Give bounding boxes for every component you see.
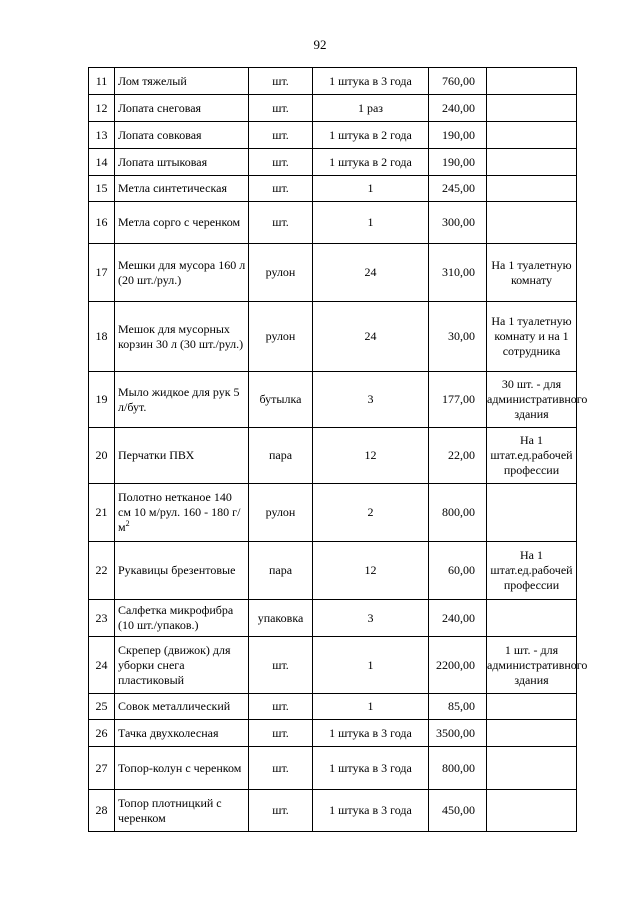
note-cell xyxy=(487,790,577,832)
norm-cell: 1 штука в 3 года xyxy=(313,747,429,790)
norm-cell: 1 штука в 2 года xyxy=(313,149,429,176)
price-cell: 450,00 xyxy=(429,790,487,832)
note-cell xyxy=(487,176,577,202)
note-cell: На 1 штат.ед.рабочей профессии xyxy=(487,542,577,600)
table-row xyxy=(89,600,577,637)
supplies-table xyxy=(88,67,588,832)
note-cell xyxy=(487,202,577,244)
norm-cell: 24 xyxy=(313,302,429,372)
item-name-cell: Лопата штыковая xyxy=(115,149,249,176)
note-cell xyxy=(487,484,577,542)
item-name-cell: Метла синтетическая xyxy=(115,176,249,202)
item-name-cell: Лопата снеговая xyxy=(115,95,249,122)
note-cell xyxy=(487,694,577,720)
price-cell: 760,00 xyxy=(429,68,487,95)
row-number-cell: 11 xyxy=(89,68,115,95)
table-row xyxy=(89,720,577,747)
unit-cell: шт. xyxy=(249,95,313,122)
unit-cell: шт. xyxy=(249,720,313,747)
norm-cell: 24 xyxy=(313,244,429,302)
table-row xyxy=(89,637,577,694)
norm-cell: 1 раз xyxy=(313,95,429,122)
unit-cell: шт. xyxy=(249,747,313,790)
table-row xyxy=(89,202,577,244)
table-row xyxy=(89,149,577,176)
note-cell: На 1 туалетную комнату xyxy=(487,244,577,302)
note-cell: 30 шт. - для административного здания xyxy=(487,372,577,428)
item-name-cell: Перчатки ПВХ xyxy=(115,428,249,484)
note-cell xyxy=(487,149,577,176)
table-row xyxy=(89,372,577,428)
row-number-cell: 19 xyxy=(89,372,115,428)
note-cell xyxy=(487,720,577,747)
table-row xyxy=(89,244,577,302)
table-row xyxy=(89,428,577,484)
table-row xyxy=(89,484,577,542)
note-cell: На 1 штат.ед.рабочей профессии xyxy=(487,428,577,484)
row-number-cell: 21 xyxy=(89,484,115,542)
price-cell: 310,00 xyxy=(429,244,487,302)
price-cell: 60,00 xyxy=(429,542,487,600)
item-name-cell: Метла сорго с черенком xyxy=(115,202,249,244)
price-cell: 300,00 xyxy=(429,202,487,244)
row-number-cell: 15 xyxy=(89,176,115,202)
price-cell: 240,00 xyxy=(429,95,487,122)
table-row xyxy=(89,747,577,790)
row-number-cell: 20 xyxy=(89,428,115,484)
norm-cell: 2 xyxy=(313,484,429,542)
norm-cell: 1 штука в 3 года xyxy=(313,720,429,747)
unit-cell: шт. xyxy=(249,68,313,95)
row-number-cell: 12 xyxy=(89,95,115,122)
unit-cell: рулон xyxy=(249,244,313,302)
row-number-cell: 23 xyxy=(89,600,115,637)
norm-cell: 1 штука в 3 года xyxy=(313,68,429,95)
unit-cell: упаковка xyxy=(249,600,313,637)
unit-cell: пара xyxy=(249,428,313,484)
norm-cell: 3 xyxy=(313,372,429,428)
row-number-cell: 22 xyxy=(89,542,115,600)
item-name-cell: Совок металлический xyxy=(115,694,249,720)
row-number-cell: 14 xyxy=(89,149,115,176)
unit-cell: шт. xyxy=(249,790,313,832)
unit-cell: рулон xyxy=(249,484,313,542)
unit-cell: рулон xyxy=(249,302,313,372)
row-number-cell: 13 xyxy=(89,122,115,149)
row-number-cell: 27 xyxy=(89,747,115,790)
price-cell: 190,00 xyxy=(429,122,487,149)
item-name-cell xyxy=(115,484,249,542)
row-number-cell: 18 xyxy=(89,302,115,372)
item-name-cell: Салфетка микрофибра (10 шт./упаков.) xyxy=(115,600,249,637)
price-cell: 85,00 xyxy=(429,694,487,720)
unit-cell: шт. xyxy=(249,637,313,694)
item-name-cell: Лом тяжелый xyxy=(115,68,249,95)
item-name-cell: Скрепер (движок) для уборки снега пластиковый xyxy=(115,637,249,694)
item-name-cell: Топор плотницкий с черенком xyxy=(115,790,249,832)
table-row xyxy=(89,542,577,600)
price-cell: 245,00 xyxy=(429,176,487,202)
norm-cell: 1 штука в 3 года xyxy=(313,790,429,832)
norm-cell: 1 xyxy=(313,202,429,244)
price-cell: 800,00 xyxy=(429,747,487,790)
item-name-cell: Мешки для мусора 160 л (20 шт./рул.) xyxy=(115,244,249,302)
norm-cell: 1 xyxy=(313,637,429,694)
table-row xyxy=(89,176,577,202)
price-cell: 3500,00 xyxy=(429,720,487,747)
superscript: 2 xyxy=(125,519,130,528)
unit-cell: бутылка xyxy=(249,372,313,428)
note-cell xyxy=(487,68,577,95)
table-row xyxy=(89,302,577,372)
table-row xyxy=(89,95,577,122)
norm-cell: 12 xyxy=(313,428,429,484)
row-number-cell: 28 xyxy=(89,790,115,832)
table-row xyxy=(89,68,577,95)
note-cell xyxy=(487,95,577,122)
unit-cell: шт. xyxy=(249,122,313,149)
unit-cell: пара xyxy=(249,542,313,600)
table-row xyxy=(89,122,577,149)
unit-cell: шт. xyxy=(249,176,313,202)
price-cell: 30,00 xyxy=(429,302,487,372)
item-name-cell: Тачка двухколесная xyxy=(115,720,249,747)
norm-cell: 3 xyxy=(313,600,429,637)
unit-cell: шт. xyxy=(249,202,313,244)
price-cell: 240,00 xyxy=(429,600,487,637)
price-cell: 22,00 xyxy=(429,428,487,484)
norm-cell: 12 xyxy=(313,542,429,600)
norm-cell: 1 xyxy=(313,694,429,720)
row-number-cell: 17 xyxy=(89,244,115,302)
item-name-cell: Топор-колун с черенком xyxy=(115,747,249,790)
norm-cell: 1 xyxy=(313,176,429,202)
unit-cell: шт. xyxy=(249,149,313,176)
item-name-cell: Лопата совковая xyxy=(115,122,249,149)
note-cell xyxy=(487,747,577,790)
price-cell: 800,00 xyxy=(429,484,487,542)
note-cell xyxy=(487,600,577,637)
note-cell: 1 шт. - для административного здания xyxy=(487,637,577,694)
row-number-cell: 16 xyxy=(89,202,115,244)
row-number-cell: 26 xyxy=(89,720,115,747)
norm-cell: 1 штука в 2 года xyxy=(313,122,429,149)
row-number-cell: 24 xyxy=(89,637,115,694)
price-cell: 2200,00 xyxy=(429,637,487,694)
note-cell: На 1 туалетную комнату и на 1 сотрудника xyxy=(487,302,577,372)
item-name-text: Полотно нетканое 140 см 10 м/рул. 160 - 180 г/м xyxy=(118,490,241,534)
item-name-cell: Рукавицы брезентовые xyxy=(115,542,249,600)
page-number: 92 xyxy=(313,37,327,52)
price-cell: 190,00 xyxy=(429,149,487,176)
table-row xyxy=(89,790,577,832)
table-row xyxy=(89,694,577,720)
price-cell: 177,00 xyxy=(429,372,487,428)
item-name-cell: Мешок для мусорных корзин 30 л (30 шт./рул.) xyxy=(115,302,249,372)
note-cell xyxy=(487,122,577,149)
item-name-cell: Мыло жидкое для рук 5 л/бут. xyxy=(115,372,249,428)
row-number-cell: 25 xyxy=(89,694,115,720)
unit-cell: шт. xyxy=(249,694,313,720)
